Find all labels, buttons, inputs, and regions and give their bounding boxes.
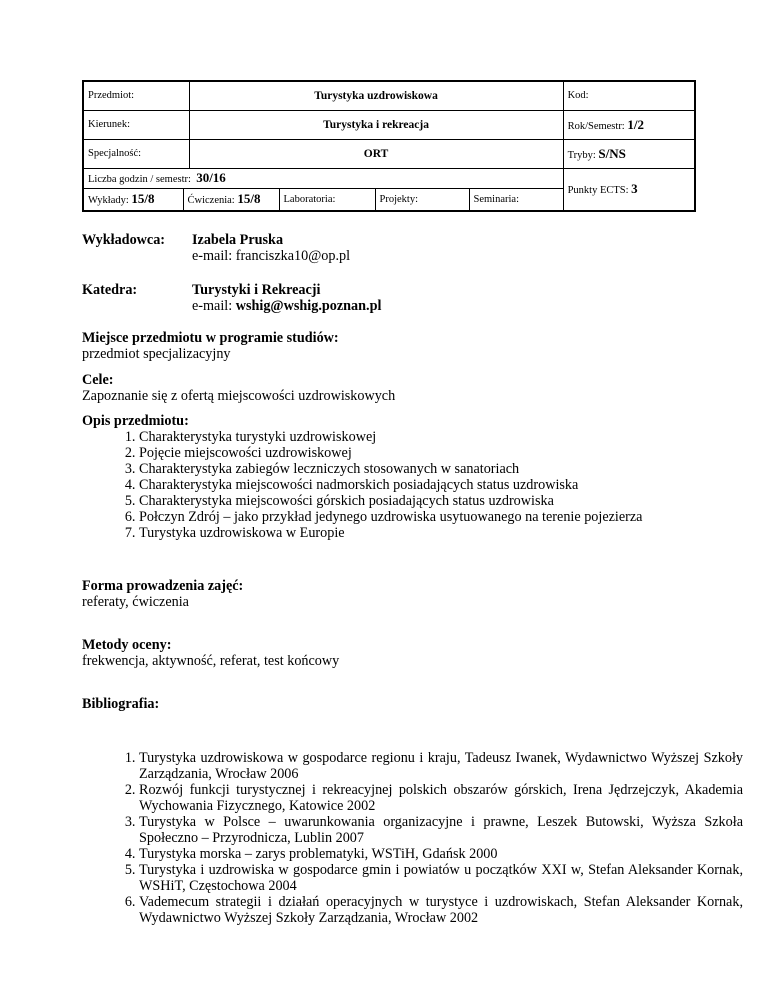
goals-text: Zapoznanie się z ofertą miejscowości uzdrowiskowych bbox=[82, 388, 396, 404]
wyklady-label: Wykłady: bbox=[88, 195, 129, 207]
description-heading: Opis przedmiotu: bbox=[82, 413, 189, 429]
list-item: 2. Rozwój funkcji turystycznej i rekreacyjnej polskich obszarów górskich, Irena Jędrzejczyk, Akademia Wychowania Fizycznego, Katowice 2002 bbox=[139, 782, 743, 814]
cwiczenia-label: Ćwiczenia: bbox=[187, 195, 235, 207]
list-item: 3. Turystyka w Polsce – uwarunkowania organizacyjne i prawne, Leszek Butowski, Wyższa Szkoła Społeczno – Przyrodnicza, Lublin 2007 bbox=[139, 814, 743, 846]
department-name: Turystyki i Rekreacji bbox=[192, 282, 321, 298]
kierunek-value: Turystyka i rekreacja bbox=[189, 110, 563, 139]
course-header-table bbox=[82, 80, 696, 212]
rok-semestr-value: 1/2 bbox=[627, 116, 644, 132]
lecturer-label: Wykładowca: bbox=[82, 232, 166, 248]
form-heading: Forma prowadzenia zajęć: bbox=[82, 578, 244, 594]
lecturer-email: e-mail: franciszka10@op.pl bbox=[192, 248, 351, 264]
department-email-line bbox=[192, 298, 381, 314]
list-item: 4. Charakterystyka miejscowości nadmorskich posiadających status uzdrowiska bbox=[139, 477, 759, 493]
list-item: 3. Charakterystyka zabiegów leczniczych stosowanych w sanatoriach bbox=[139, 461, 759, 477]
cwiczenia-value: 15/8 bbox=[237, 191, 261, 207]
assessment-heading: Metody oceny: bbox=[82, 637, 172, 653]
description-list bbox=[82, 429, 759, 541]
wyklady-cell bbox=[83, 188, 183, 211]
tryby-cell bbox=[563, 139, 695, 168]
specjalnosc-label: Specjalność: bbox=[83, 139, 189, 168]
department-label: Katedra: bbox=[82, 282, 138, 298]
list-item: 4. Turystyka morska – zarys problematyki, WSTiH, Gdańsk 2000 bbox=[139, 846, 743, 862]
ects-cell bbox=[563, 168, 695, 211]
projekty-label: Projekty: bbox=[375, 188, 469, 211]
przedmiot-value: Turystyka uzdrowiskowa bbox=[189, 81, 563, 110]
bibliography-heading: Bibliografia: bbox=[82, 696, 160, 712]
place-text: przedmiot specjalizacyjny bbox=[82, 346, 231, 362]
tryby-label: Tryby: bbox=[567, 149, 596, 161]
rok-semestr-cell bbox=[563, 110, 695, 139]
lecturer-name: Izabela Pruska bbox=[192, 232, 284, 248]
department-email: wshig@wshig.poznan.pl bbox=[235, 298, 382, 314]
list-item: 1. Turystyka uzdrowiskowa w gospodarce regionu i kraju, Tadeusz Iwanek, Wydawnictwo Wyższej Szkoły Zarządzania, Wrocław 2006 bbox=[139, 750, 743, 782]
list-item: 5. Charakterystyka miejscowości górskich posiadających status uzdrowiska bbox=[139, 493, 759, 509]
godziny-value: 30/16 bbox=[196, 170, 226, 185]
list-item: 2. Pojęcie miejscowości uzdrowiskowej bbox=[139, 445, 759, 461]
list-item: 6. Vademecum strategii i działań operacyjnych w turystyce i uzdrowiskach, Stefan Aleksander Kornak, Wydawnictwo Wyższej Szkoły Zarządzania, Wrocław 2002 bbox=[139, 894, 743, 926]
bibliography-list bbox=[82, 750, 743, 926]
tryby-value: S/NS bbox=[598, 145, 626, 161]
list-item: 6. Połczyn Zdrój – jako przykład jedynego uzdrowiska usytuowanego na terenie pojezierza bbox=[139, 509, 759, 525]
goals-heading: Cele: bbox=[82, 372, 114, 388]
wyklady-value: 15/8 bbox=[131, 191, 155, 207]
form-text: referaty, ćwiczenia bbox=[82, 594, 189, 610]
godziny-label: Liczba godzin / semestr: bbox=[88, 174, 191, 185]
list-item: 5. Turystyka i uzdrowiska w gospodarce gmin i powiatów u początków XXI w, Stefan Aleksander Kornak, WSHiT, Częstochowa 2004 bbox=[139, 862, 743, 894]
ects-label: Punkty ECTS: bbox=[567, 185, 629, 197]
rok-semestr-label: Rok/Semestr: bbox=[567, 120, 625, 132]
specjalnosc-value: ORT bbox=[189, 139, 563, 168]
godziny-cell bbox=[83, 168, 563, 188]
seminaria-label: Seminaria: bbox=[469, 188, 563, 211]
laboratoria-label: Laboratoria: bbox=[279, 188, 375, 211]
cwiczenia-cell bbox=[183, 188, 279, 211]
place-heading: Miejsce przedmiotu w programie studiów: bbox=[82, 330, 339, 346]
list-item: 1. Charakterystyka turystyki uzdrowiskowej bbox=[139, 429, 759, 445]
przedmiot-label: Przedmiot: bbox=[83, 81, 189, 110]
kierunek-label: Kierunek: bbox=[83, 110, 189, 139]
list-item: 7. Turystyka uzdrowiskowa w Europie bbox=[139, 525, 759, 541]
assessment-text: frekwencja, aktywność, referat, test końcowy bbox=[82, 653, 340, 669]
department-email-prefix: e-mail: bbox=[192, 298, 236, 314]
kod-label: Kod: bbox=[563, 81, 695, 110]
ects-value: 3 bbox=[631, 181, 638, 197]
